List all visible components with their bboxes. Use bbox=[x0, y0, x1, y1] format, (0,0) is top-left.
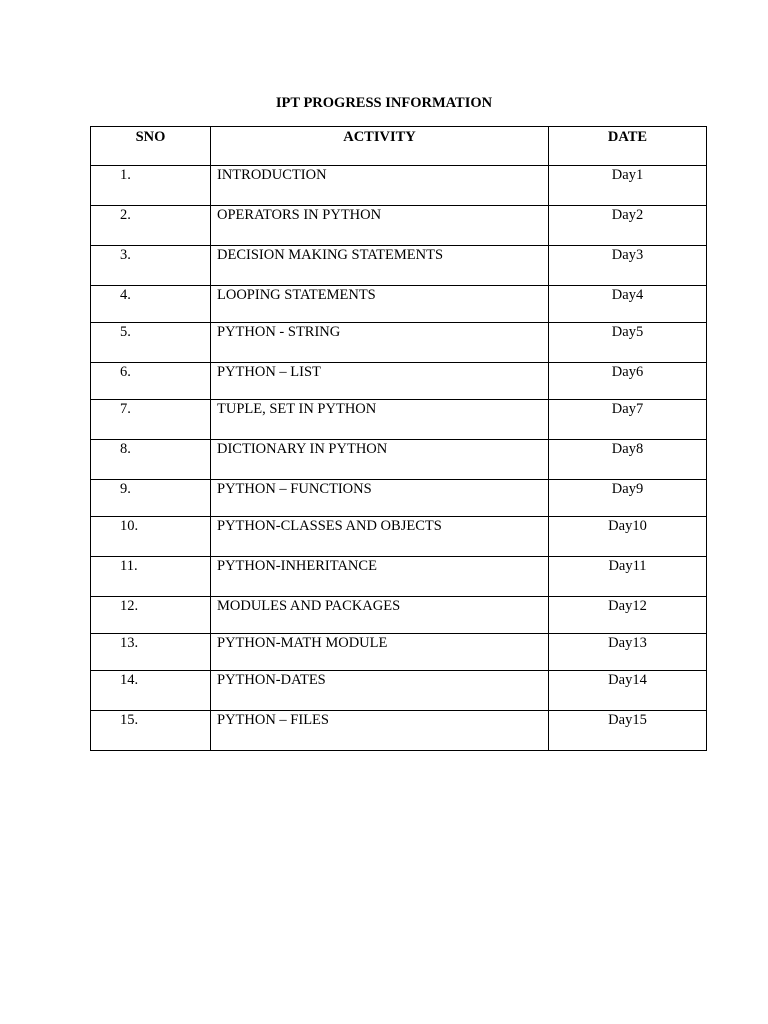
date-cell: Day2 bbox=[549, 206, 707, 246]
date-cell: Day4 bbox=[549, 286, 707, 323]
sno-cell: 6. bbox=[91, 363, 211, 400]
date-cell: Day15 bbox=[549, 711, 707, 751]
date-cell: Day7 bbox=[549, 400, 707, 440]
table-row bbox=[91, 517, 707, 557]
date-cell: Day10 bbox=[549, 517, 707, 557]
date-cell: Day14 bbox=[549, 671, 707, 711]
sno-cell: 7. bbox=[91, 400, 211, 440]
sno-cell: 10. bbox=[91, 517, 211, 557]
activity-cell: PYTHON – FUNCTIONS bbox=[211, 480, 549, 517]
table-row bbox=[91, 363, 707, 400]
activity-cell: PYTHON - STRING bbox=[211, 323, 549, 363]
table-row bbox=[91, 597, 707, 634]
table-row bbox=[91, 206, 707, 246]
activity-cell: TUPLE, SET IN PYTHON bbox=[211, 400, 549, 440]
header-date: DATE bbox=[549, 127, 707, 166]
date-cell: Day1 bbox=[549, 166, 707, 206]
date-cell: Day6 bbox=[549, 363, 707, 400]
sno-cell: 1. bbox=[91, 166, 211, 206]
activity-cell: PYTHON – LIST bbox=[211, 363, 549, 400]
sno-cell: 14. bbox=[91, 671, 211, 711]
table-row bbox=[91, 440, 707, 480]
activity-cell: PYTHON-DATES bbox=[211, 671, 549, 711]
progress-table bbox=[90, 126, 707, 751]
header-activity: ACTIVITY bbox=[211, 127, 549, 166]
sno-cell: 4. bbox=[91, 286, 211, 323]
sno-cell: 9. bbox=[91, 480, 211, 517]
table-row bbox=[91, 400, 707, 440]
page-title: IPT PROGRESS INFORMATION bbox=[275, 95, 493, 111]
date-cell: Day9 bbox=[549, 480, 707, 517]
sno-cell: 15. bbox=[91, 711, 211, 751]
activity-cell: LOOPING STATEMENTS bbox=[211, 286, 549, 323]
sno-cell: 11. bbox=[91, 557, 211, 597]
table-row bbox=[91, 634, 707, 671]
activity-cell: PYTHON-INHERITANCE bbox=[211, 557, 549, 597]
date-cell: Day5 bbox=[549, 323, 707, 363]
activity-cell: PYTHON – FILES bbox=[211, 711, 549, 751]
activity-cell: OPERATORS IN PYTHON bbox=[211, 206, 549, 246]
table-row bbox=[91, 557, 707, 597]
table-row bbox=[91, 166, 707, 206]
sno-cell: 3. bbox=[91, 246, 211, 286]
activity-cell: PYTHON-CLASSES AND OBJECTS bbox=[211, 517, 549, 557]
table-row bbox=[91, 286, 707, 323]
date-cell: Day13 bbox=[549, 634, 707, 671]
activity-cell: PYTHON-MATH MODULE bbox=[211, 634, 549, 671]
sno-cell: 8. bbox=[91, 440, 211, 480]
activity-cell: DECISION MAKING STATEMENTS bbox=[211, 246, 549, 286]
table-row bbox=[91, 711, 707, 751]
sno-cell: 5. bbox=[91, 323, 211, 363]
sno-cell: 12. bbox=[91, 597, 211, 634]
header-sno: SNO bbox=[91, 127, 211, 166]
table-row bbox=[91, 480, 707, 517]
table-row bbox=[91, 671, 707, 711]
date-cell: Day11 bbox=[549, 557, 707, 597]
sno-cell: 13. bbox=[91, 634, 211, 671]
date-cell: Day12 bbox=[549, 597, 707, 634]
activity-cell: INTRODUCTION bbox=[211, 166, 549, 206]
date-cell: Day3 bbox=[549, 246, 707, 286]
activity-cell: MODULES AND PACKAGES bbox=[211, 597, 549, 634]
date-cell: Day8 bbox=[549, 440, 707, 480]
activity-cell: DICTIONARY IN PYTHON bbox=[211, 440, 549, 480]
table-header-row bbox=[91, 127, 707, 166]
sno-cell: 2. bbox=[91, 206, 211, 246]
table-row bbox=[91, 246, 707, 286]
table-row bbox=[91, 323, 707, 363]
